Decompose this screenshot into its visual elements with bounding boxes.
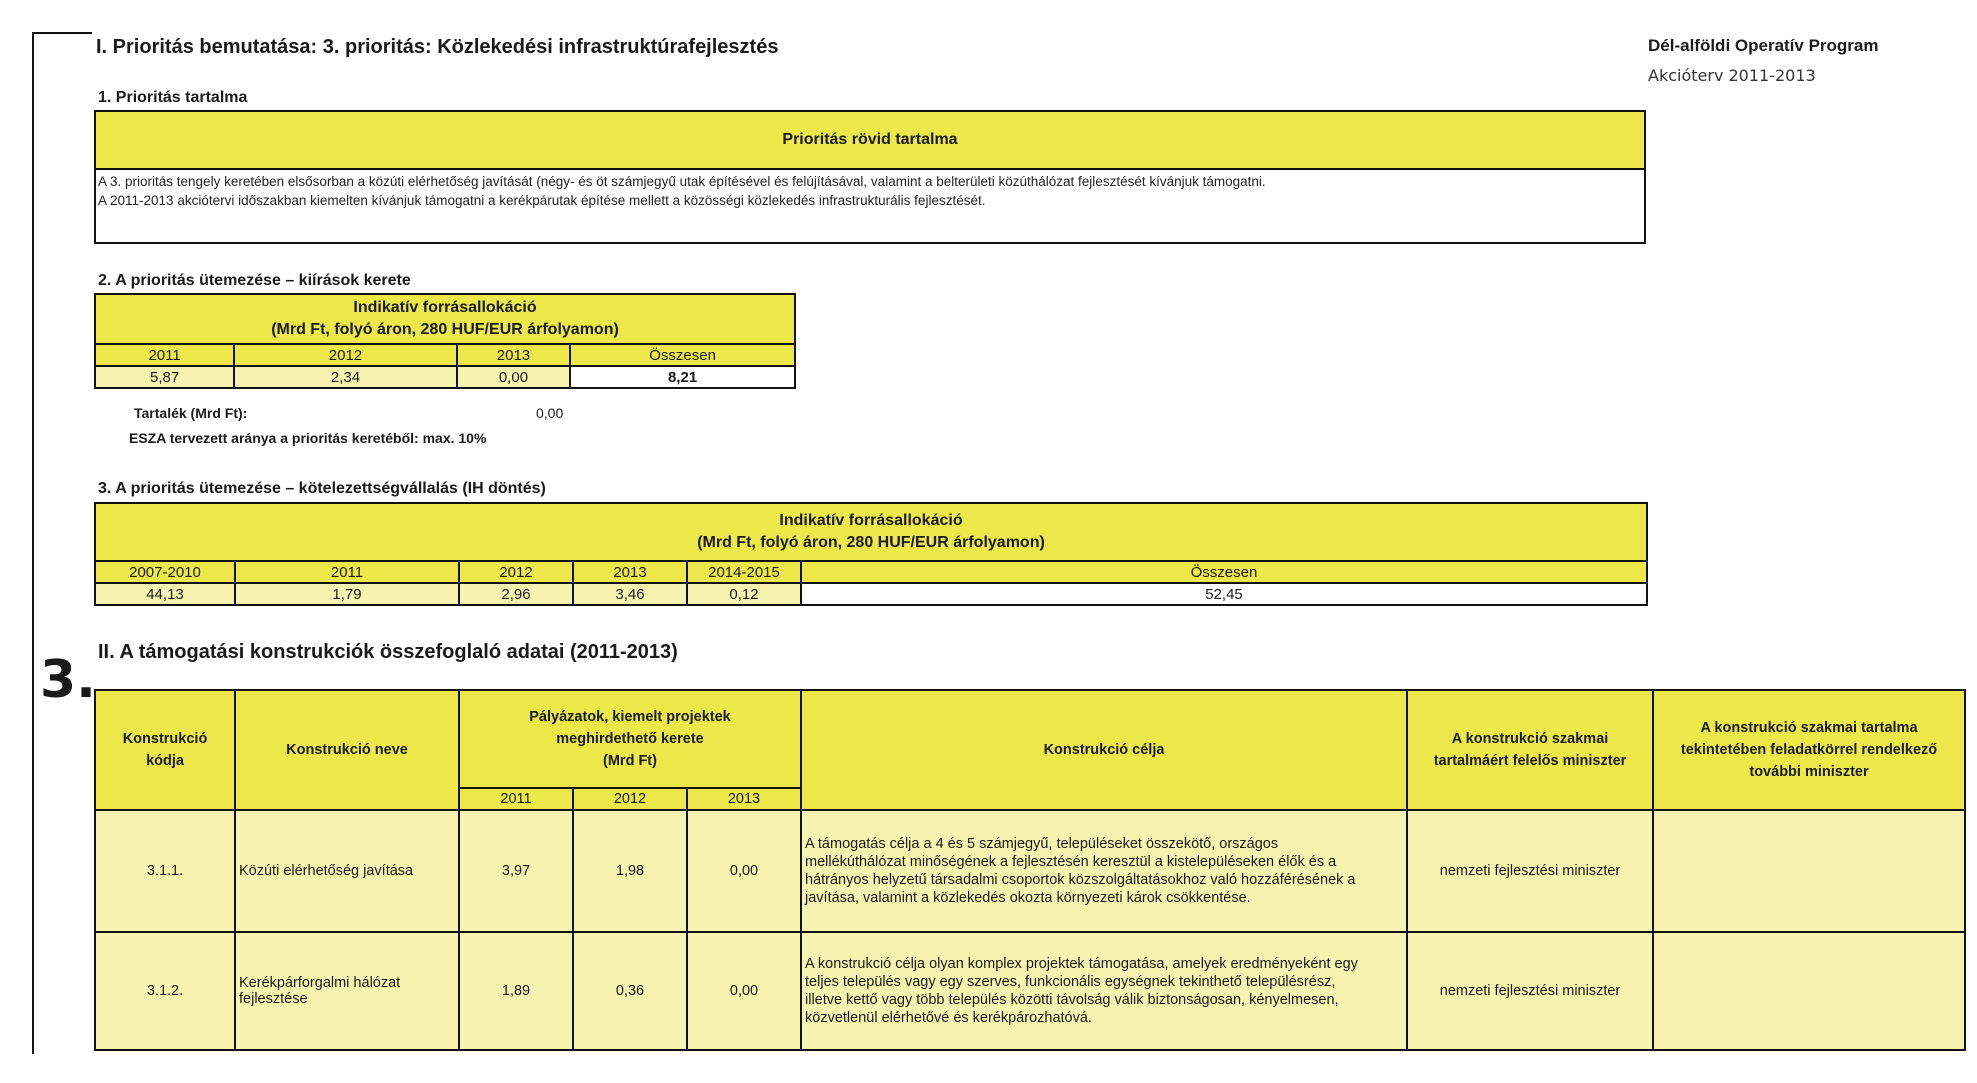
commitment-header-line1: Indikatív forrásallokáció — [779, 512, 963, 529]
section3-title: 3. A prioritás ütemezése – kötelezettségvállalás (IH döntés) — [98, 480, 546, 497]
goal-line: illetve kettő vagy több település közötti távolság válik biztonságosan, kényelmesen, — [805, 992, 1339, 1008]
section1-title: 1. Prioritás tartalma — [98, 89, 248, 106]
frame-header-line: Pályázatok, kiemelt projektek — [529, 709, 731, 725]
priority-number: 3. — [40, 650, 96, 710]
cell-value: 44,13 — [95, 583, 235, 605]
cell-value: 2,34 — [234, 366, 457, 388]
year-header: 2013 — [687, 788, 801, 810]
cell-value: 0,00 — [457, 366, 570, 388]
allocation-header-line2: (Mrd Ft, folyó áron, 280 HUF/EUR árfolyamon) — [271, 321, 619, 338]
value-2012: 0,36 — [573, 932, 687, 1050]
goal-line: mellékúthálózat minőségének a fejlesztésén keresztül a kistelepüléseken élők és a — [805, 854, 1337, 870]
col-header: 2011 — [95, 344, 234, 366]
value-2013: 0,00 — [687, 932, 801, 1050]
value-2011: 3,97 — [459, 810, 573, 932]
goal-line: A konstrukció célja olyan komplex projektek támogatása, amelyek eredményeként egy — [805, 956, 1358, 972]
esza-note: ESZA tervezett aránya a prioritás keretéből: max. 10% — [129, 430, 487, 446]
table-row — [95, 932, 1965, 1050]
col-header: Összesen — [570, 344, 795, 366]
construction-name: Közúti elérhetőség javítása — [235, 810, 459, 932]
summary-header: Prioritás rövid tartalma — [96, 112, 1644, 170]
program-name: Dél-alföldi Operatív Program — [1648, 36, 1879, 55]
commitment-header — [95, 503, 1647, 561]
code-header-line: kódja — [146, 753, 184, 769]
allocation-header-line1: Indikatív forrásallokáció — [353, 299, 537, 316]
responsible-minister: nemzeti fejlesztési miniszter — [1407, 810, 1653, 932]
commitment-table — [94, 502, 1648, 606]
total-value: 8,21 — [570, 366, 795, 388]
frame-header-line: (Mrd Ft) — [603, 753, 657, 769]
construction-code: 3.1.1. — [95, 810, 235, 932]
total-value: 52,45 — [801, 583, 1647, 605]
name-header: Konstrukció neve — [235, 690, 459, 810]
code-header — [95, 690, 235, 810]
goal-header: Konstrukció célja — [801, 690, 1407, 810]
allocation-header — [95, 294, 795, 344]
col-header: 2014-2015 — [687, 561, 801, 583]
col-header: 2011 — [235, 561, 459, 583]
program-subtitle: Akcióterv 2011-2013 — [1648, 66, 1816, 85]
page-title: I. Prioritás bemutatása: 3. prioritás: Közlekedési infrastruktúrafejlesztés — [96, 36, 779, 58]
goal-line: teljes település vagy egy szerves, funkcionális egységnek tekinthető településrész, — [805, 974, 1336, 990]
name-line: fejlesztése — [239, 991, 308, 1007]
construction-goal — [801, 932, 1407, 1050]
cell-value: 5,87 — [95, 366, 234, 388]
col-header: 2007-2010 — [95, 561, 235, 583]
other-header-line: további miniszter — [1749, 764, 1869, 780]
construction-code: 3.1.2. — [95, 932, 235, 1050]
construction-goal — [801, 810, 1407, 932]
frame-header-line: meghirdethető kerete — [556, 731, 704, 747]
goal-line: hátrányos helyzetű társadalmi csoportok közszolgáltatásokhoz való hozzáférésének a — [805, 872, 1356, 888]
col-header: 2012 — [459, 561, 573, 583]
col-header: 2013 — [457, 344, 570, 366]
year-header: 2011 — [459, 788, 573, 810]
reserve-label: Tartalék (Mrd Ft): — [134, 405, 248, 421]
value-2011: 1,89 — [459, 932, 573, 1050]
cell-value: 3,46 — [573, 583, 687, 605]
col-header: Összesen — [801, 561, 1647, 583]
cell-value: 1,79 — [235, 583, 459, 605]
summary-line-2: A 2011-2013 akciótervi időszakban kiemelten kívánjuk támogatni a kerékpárutak építése mellett a közösségi közlekedés infrastrukturális fejlesztését. — [98, 193, 986, 208]
section4-title: II. A támogatási konstrukciók összefoglaló adatai (2011-2013) — [98, 641, 678, 663]
value-2013: 0,00 — [687, 810, 801, 932]
summary-line-1: A 3. prioritás tengely keretében elsősorban a közúti elérhetőség javítását (négy- és öt számjegyű utak építésével és felújításával, valamint a belterületi közúthálózat fejlesztését kívánjuk támogatni. — [98, 174, 1266, 189]
value-2012: 1,98 — [573, 810, 687, 932]
commitment-header-line2: (Mrd Ft, folyó áron, 280 HUF/EUR árfolyamon) — [697, 534, 1045, 551]
name-line: Kerékpárforgalmi hálózat — [239, 975, 401, 991]
goal-line: közvetlenül elérhetővé és kerékpározhatóvá. — [805, 1010, 1092, 1026]
reserve-value: 0,00 — [536, 405, 564, 421]
other-minister-header — [1653, 690, 1965, 810]
minister-header-line: A konstrukció szakmai — [1451, 731, 1609, 747]
year-header: 2012 — [573, 788, 687, 810]
priority-summary-box — [94, 110, 1646, 244]
code-header-line: Konstrukció — [122, 731, 208, 747]
other-header-line: tekintetében feladatkörrel rendelkező — [1680, 742, 1938, 758]
responsible-minister: nemzeti fejlesztési miniszter — [1407, 932, 1653, 1050]
other-minister — [1653, 810, 1965, 932]
table-row — [95, 810, 1965, 932]
goal-line: javítása, valamint a közlekedés okozta környezeti károk csökkentése. — [805, 890, 1251, 906]
allocation-table — [94, 293, 796, 389]
goal-line: A támogatás célja a 4 és 5 számjegyű, településeket összekötő, országos — [805, 836, 1279, 852]
col-header: 2013 — [573, 561, 687, 583]
frame-header — [459, 690, 801, 788]
minister-header — [1407, 690, 1653, 810]
construction-name — [235, 932, 459, 1050]
col-header: 2012 — [234, 344, 457, 366]
other-minister — [1653, 932, 1965, 1050]
other-header-line: A konstrukció szakmai tartalma — [1700, 720, 1918, 736]
section2-title: 2. A prioritás ütemezése – kiírások kerete — [98, 272, 411, 289]
left-bracket — [32, 32, 92, 1054]
construction-table — [94, 689, 1966, 1051]
cell-value: 0,12 — [687, 583, 801, 605]
minister-header-line: tartalmáért felelős miniszter — [1433, 753, 1627, 769]
cell-value: 2,96 — [459, 583, 573, 605]
